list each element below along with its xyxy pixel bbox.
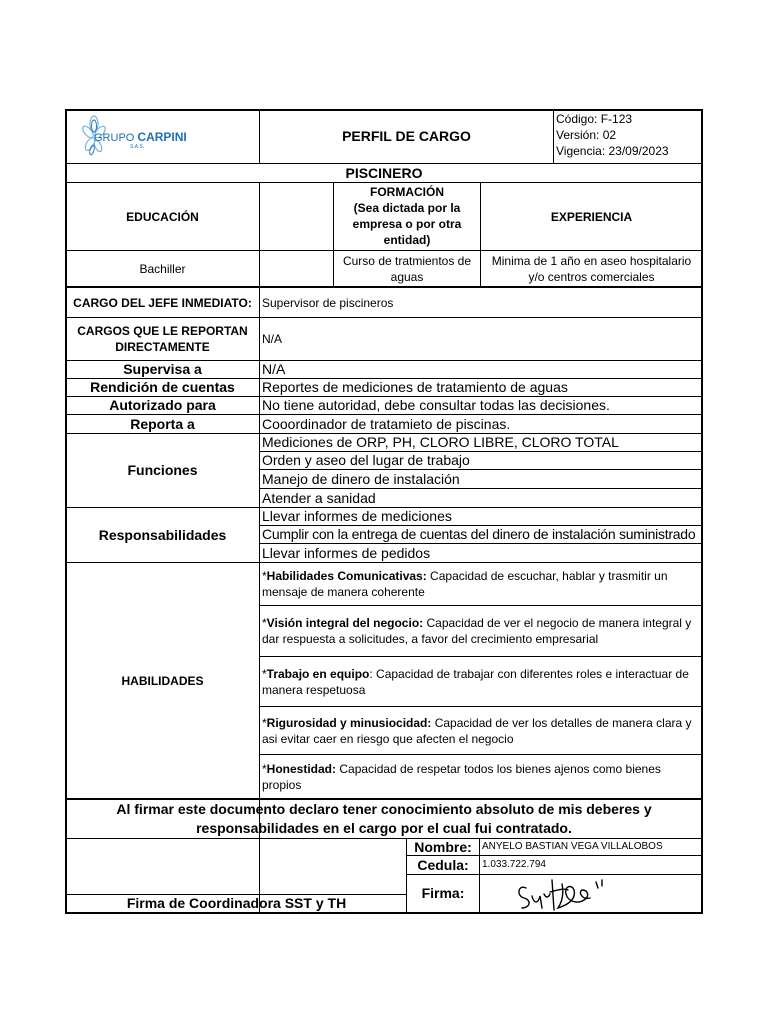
reporta-value: Cooordinador de tratamieto de piscinas. <box>262 415 511 432</box>
habilidad-text: : Capacidad de trabajar con diferentes roles e interactuar de manera respetuosa <box>262 666 689 697</box>
funcion-item: Atender a sanidad <box>262 489 376 506</box>
habilidad-name: Trabajo en equipo <box>266 666 370 681</box>
funcion-item: Manejo de dinero de instalación <box>262 470 460 487</box>
habilidad-name: Habilidades Comunicativas: <box>266 569 427 583</box>
position-title: PISCINERO <box>345 164 423 181</box>
habilidades-label: HABILIDADES <box>121 673 204 688</box>
habilidad-prefix: * <box>262 616 267 630</box>
habilidad-text: Capacidad de respetar todos los bienes ajenos como bienes propios <box>262 761 661 792</box>
autorizado-label: Autorizado para <box>109 397 216 413</box>
habilidad-item <box>262 755 700 798</box>
habilidad-item <box>262 707 700 754</box>
company-name-part2: CARPINI <box>137 130 187 144</box>
habilidad-text: Capacidad de ver los detalles de manera clara y asi evitar caer en riesgo que afecten el negocio <box>262 715 692 746</box>
reportan-value: N/A <box>262 332 283 346</box>
nombre-label: Nombre: <box>414 838 472 855</box>
habilidad-prefix: * <box>262 715 267 730</box>
cedula-label: Cedula: <box>417 856 469 873</box>
habilidad-name: Honestidad: <box>266 761 337 776</box>
responsabilidades-label: Responsabilidades <box>98 526 227 543</box>
jefe-value: Supervisor de piscineros <box>262 295 394 310</box>
handwritten-signature <box>512 874 612 914</box>
document-meta <box>556 111 701 159</box>
company-logo <box>80 114 250 160</box>
habilidad-name: Rigurosidad y minusiocidad: <box>266 715 432 730</box>
company-name-part1: GRUPO <box>94 132 135 144</box>
habilidad-prefix: * <box>262 569 267 583</box>
reporta-label: Reporta a <box>130 415 195 432</box>
form-title: PERFIL DE CARGO <box>342 128 471 144</box>
educacion-value: Bachiller <box>139 261 186 276</box>
codigo-text: Código: F-123 <box>556 112 633 126</box>
experiencia-value: Minima de 1 año en aseo hospitalario y/o centros comerciales <box>491 253 692 284</box>
formacion-value: Curso de tratmientos de aguas <box>342 253 472 284</box>
habilidad-item <box>262 657 700 706</box>
habilidad-prefix: * <box>262 761 267 776</box>
experiencia-header: EXPERIENCIA <box>550 209 633 224</box>
educacion-header: EDUCACIÓN <box>126 209 199 224</box>
declaration-text: Al firmar este documento declaro tener conocimiento absoluto de mis deberes y responsabilidades en el cargo por el cual fui contratado. <box>116 801 652 836</box>
company-suffix: S.A.S. <box>130 144 145 150</box>
habilidad-prefix: * <box>262 666 267 681</box>
cedula-value: 1.033.722.794 <box>482 859 546 870</box>
habilidad-item <box>262 563 700 605</box>
formacion-header: FORMACIÓN (Sea dictada por la empresa o por otra entidad) <box>352 185 462 247</box>
funciones-label: Funciones <box>127 462 198 478</box>
funcion-item: Mediciones de ORP, PH, CLORO LIBRE, CLORO TOTAL <box>262 434 619 450</box>
rendicion-value: Reportes de mediciones de tratamiento de aguas <box>262 379 568 395</box>
responsabilidad-item: Cumplir con la entrega de cuentas del dinero de instalación suministrado <box>262 526 696 542</box>
responsabilidad-item: Llevar informes de mediciones <box>262 508 452 524</box>
rendicion-label: Rendición de cuentas <box>90 379 235 395</box>
supervisa-label: Supervisa a <box>123 361 202 377</box>
supervisa-value: N/A <box>262 361 286 377</box>
coordinadora-signature-label: Firma de Coordinadora SST y TH <box>126 895 347 911</box>
autorizado-value: No tiene autoridad, debe consultar todas las decisiones. <box>262 397 610 413</box>
habilidad-text: Capacidad de ver el negocio de manera integral y dar respuesta a solicitudes, a favor del crecimiento empresarial <box>262 616 692 646</box>
vigencia-text: Vigencia: 23/09/2023 <box>556 144 669 158</box>
responsabilidad-item: Llevar informes de pedidos <box>262 544 431 561</box>
firma-label: Firma: <box>421 885 465 901</box>
funcion-item: Orden y aseo del lugar de trabajo <box>262 452 470 468</box>
reportan-label: CARGOS QUE LE REPORTAN DIRECTAMENTE <box>77 324 248 354</box>
habilidad-text: Capacidad de escuchar, hablar y trasmitir un mensaje de manera coherente <box>262 569 668 599</box>
habilidad-item <box>262 606 700 656</box>
version-text: Versión: 02 <box>556 128 617 142</box>
jefe-label: CARGO DEL JEFE INMEDIATO: <box>73 295 252 310</box>
habilidad-name: Visión integral del negocio: <box>266 616 424 630</box>
nombre-value: ANYELO BASTIAN VEGA VILLALOBOS <box>482 841 663 852</box>
